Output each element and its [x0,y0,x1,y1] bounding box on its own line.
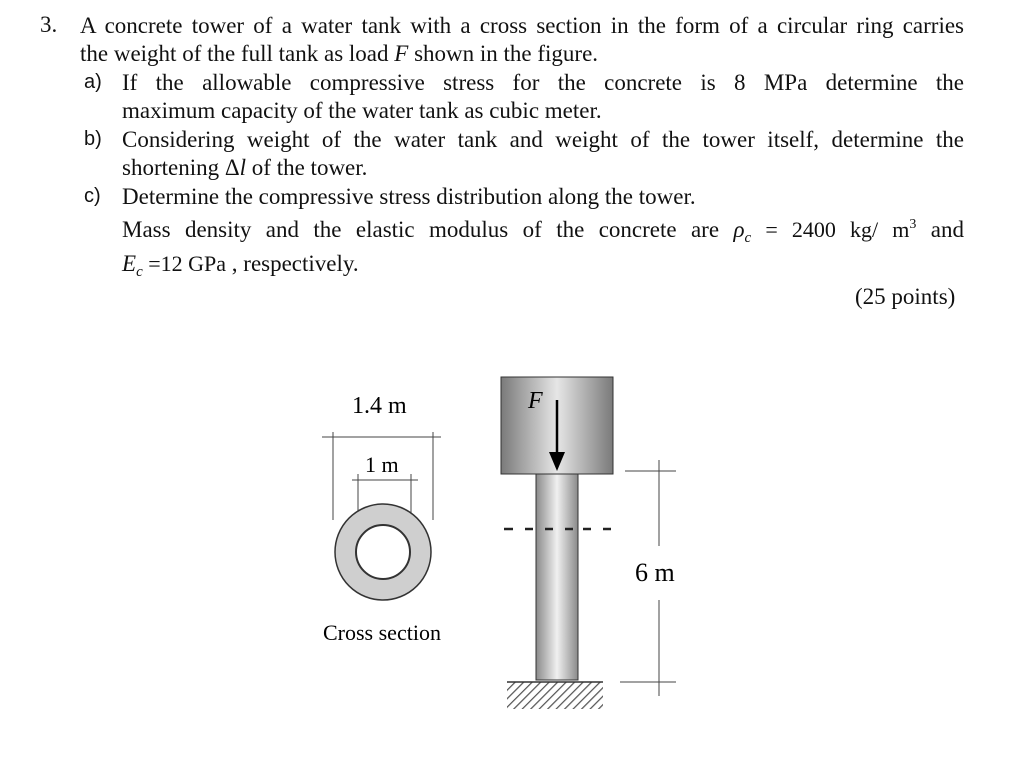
part-a-text-1: If the allowable compressive stress for the concrete is 8 MPa determine the [122,70,964,95]
points-label: (25 points) [855,284,956,309]
tower-column [536,474,578,680]
ground-hatch [507,682,603,709]
given-text-1b: and [916,217,964,242]
ring-hole [356,525,410,579]
e-symbol: E [122,251,137,276]
part-a-label: a) [84,71,102,93]
load-variable: F [394,41,409,66]
intro-text-2b: shown in the figure. [408,41,599,66]
height-label: 6 m [635,558,675,587]
load-label: F [528,388,543,414]
part-c-text-1: Determine the compressive stress distribution along the tower. [122,184,696,209]
outer-diameter-label: 1.4 m [352,393,407,419]
part-a-text-2: maximum capacity of the water tank as cubic meter. [122,98,602,123]
problem-number: 3. [40,12,58,37]
rho-symbol: ρ [733,217,745,242]
inner-diameter-label: 1 m [365,452,399,477]
given-text-2b: , respectively. [226,251,359,276]
intro-text-2a: the weight of the full tank as load [80,41,395,66]
e-subscript: c [136,264,143,280]
e-value: =12 GPa [142,251,227,276]
rho-exponent: 3 [909,217,917,232]
rho-subscript: c [744,230,752,246]
length-variable: l [239,155,247,180]
part-b-text-1: Considering weight of the water tank and weight of the tower itself, determine the [122,127,964,152]
given-text-1: Mass density and the elastic modulus of the concrete are [122,217,734,242]
delta-symbol: Δ [224,155,240,180]
cross-section-label: Cross section [323,620,441,645]
part-b-label: b) [84,128,102,150]
rho-value: = 2400 kg/ m [751,217,910,242]
part-b-text-2a: shortening [122,155,225,180]
part-b-text-2b: of the tower. [246,155,368,180]
part-c-label: c) [84,185,101,207]
intro-text-1: A concrete tower of a water tank with a cross section in the form of a circular ring carries [80,13,964,38]
